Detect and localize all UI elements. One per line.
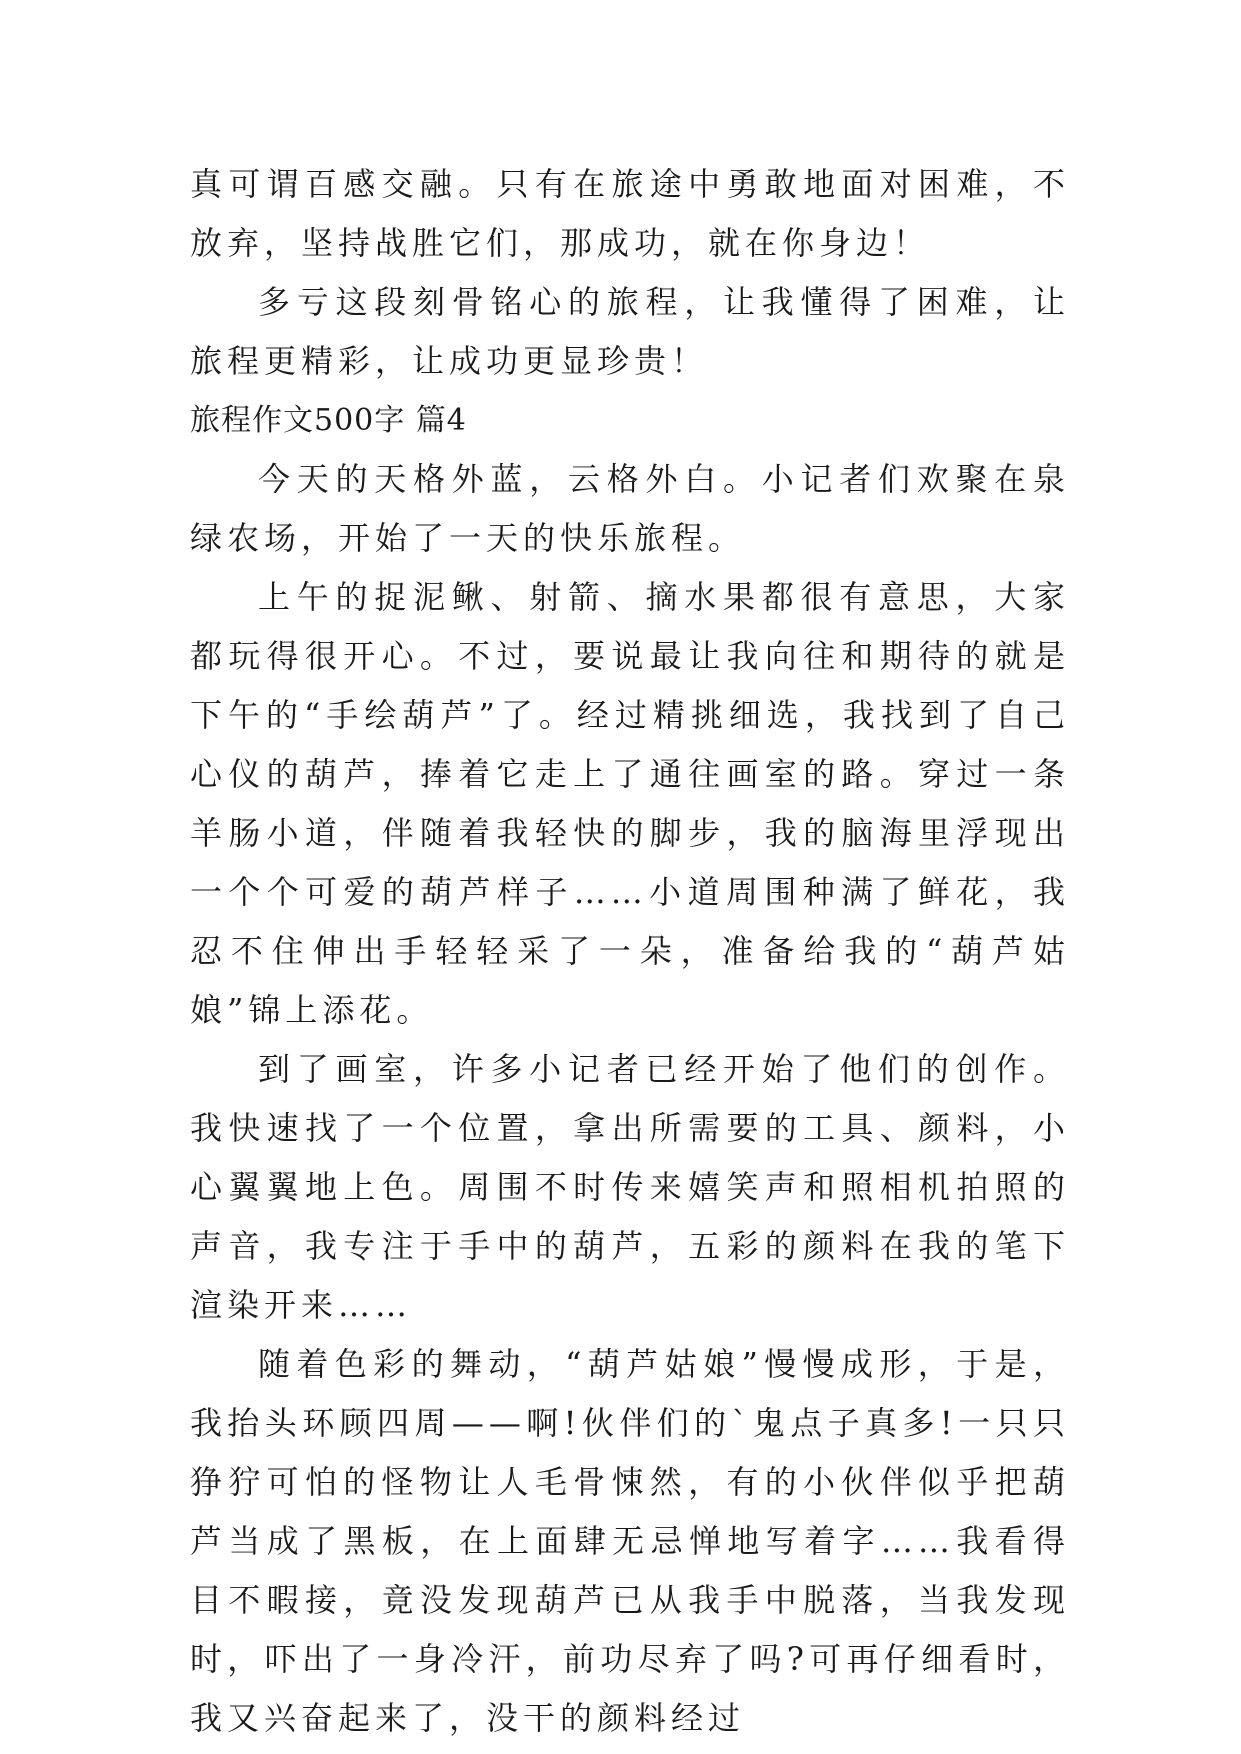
section-heading: 旅程作文500字 篇4 — [190, 403, 467, 438]
paragraph-body: 上午的捉泥鳅、射箭、摘水果都很有意思，大家都玩得很开心。不过，要说最让我向往和期待的就是下午的“手绘葫芦”了。经过精挑细选，我找到了自己心仪的葫芦，捧着它走上了通往画室的路。穿过一条羊肠小道，伴随着我轻快的脚步，我的脑海里浮现出一个个可爱的葫芦样子……小道周围种满了鲜花，我忍不住伸出手轻轻采了一朵，准备给我的“葫芦姑娘”锦上添花。 — [190, 578, 1070, 1029]
paragraph-continuation: 真可谓百感交融。只有在旅途中勇敢地面对困难，不放弃，坚持战胜它们，那成功，就在你身边！ — [190, 165, 1070, 262]
paragraph-body: 今天的天格外蓝，云格外白。小记者们欢聚在泉绿农场，开始了一天的快乐旅程。 — [190, 460, 1070, 557]
document-page — [190, 155, 1070, 1748]
paragraph-body: 多亏这段刻骨铭心的旅程，让我懂得了困难，让旅程更精彩，让成功更显珍贵！ — [190, 283, 1070, 380]
paragraph-body: 随着色彩的舞动，“葫芦姑娘”慢慢成形，于是，我抬头环顾四周——啊!伙伴们的`鬼点子真多!一只只狰狞可怕的怪物让人毛骨悚然，有的小伙伴似乎把葫芦当成了黑板，在上面肆无忌惮地写着字……我看得目不暇接，竟没发现葫芦已从我手中脱落，当我发现时，吓出了一身冷汗，前功尽弃了吗?可再仔细看时，我又兴奋起来了，没干的颜料经过 — [190, 1345, 1070, 1737]
paragraph-body: 到了画室，许多小记者已经开始了他们的创作。我快速找了一个位置，拿出所需要的工具、颜料，小心翼翼地上色。周围不时传来嬉笑声和照相机拍照的声音，我专注于手中的葫芦，五彩的颜料在我的笔下渲染开来…… — [190, 1050, 1070, 1324]
